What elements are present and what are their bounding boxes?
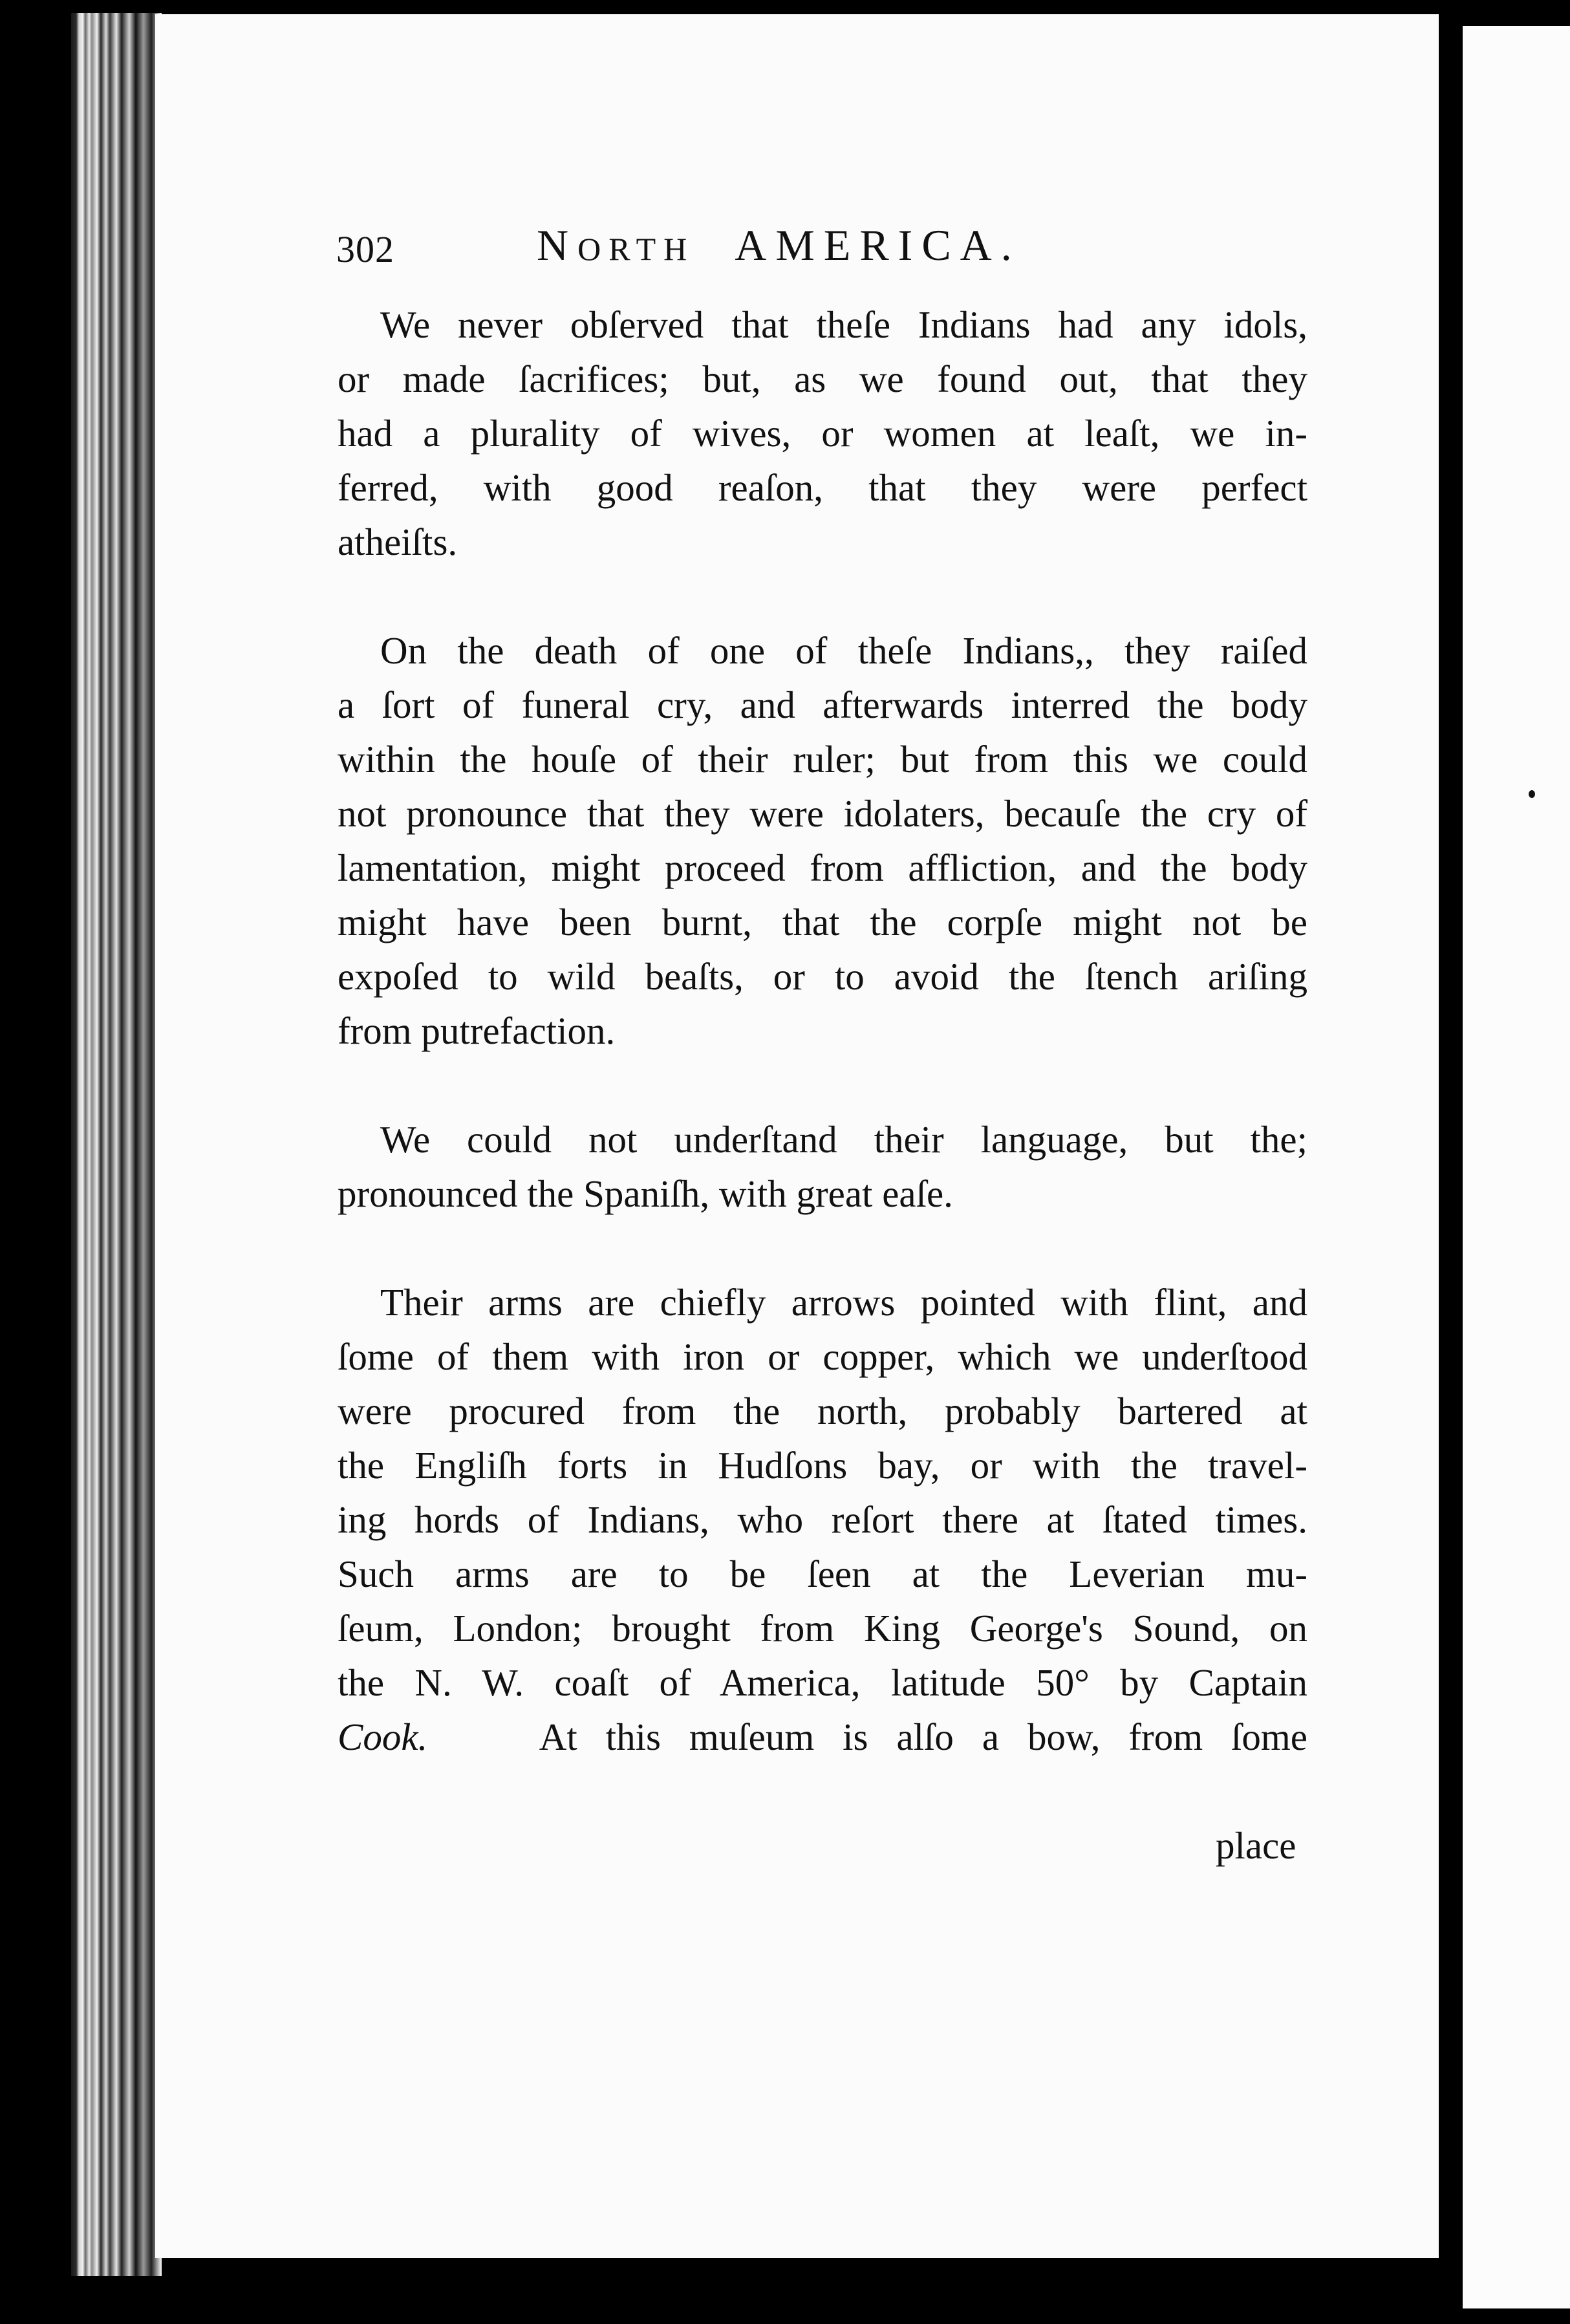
- book-page-edges: [71, 13, 162, 2276]
- page-number: 302: [336, 228, 394, 270]
- text-line: expoſed to wild beaſts, or to avoid the ſtench ariſing: [338, 955, 1307, 998]
- paragraph-4: [338, 1275, 1307, 1764]
- text-line-rest: At this muſeum is alſo a bow, from ſome: [539, 1716, 1307, 1758]
- page-header: [336, 220, 1306, 278]
- running-title-initial: N: [537, 221, 578, 270]
- text-line: lamentation, might proceed from affliction, and the body: [338, 846, 1307, 889]
- text-line: We could not underſtand their language, but the;: [380, 1118, 1307, 1161]
- paragraph-3: [338, 1112, 1307, 1221]
- text-line: atheiſts.: [338, 521, 458, 563]
- facing-page-edge: [1463, 26, 1570, 2308]
- running-title-main: AMERICA.: [735, 221, 1021, 270]
- text-line: not pronounce that they were idolaters, becauſe the cry of: [338, 792, 1307, 835]
- text-line: We never obſerved that theſe Indians had any idols,: [380, 303, 1307, 346]
- text-line: Such arms are to be ſeen at the Leverian mu-: [338, 1553, 1307, 1595]
- text-line: ſome of them with iron or copper, which we underſtood: [338, 1335, 1307, 1378]
- text-line: ing hords of Indians, who reſort there at ſtated times.: [338, 1498, 1307, 1541]
- text-line: might have been burnt, that the corpſe might not be: [338, 901, 1307, 943]
- ink-speck: [1529, 790, 1535, 798]
- paragraph-2: [338, 623, 1307, 1058]
- text-line: within the houſe of their ruler; but from this we could: [338, 738, 1307, 780]
- text-line: were procured from the north, probably bartered at: [338, 1390, 1307, 1432]
- running-title: [537, 220, 1021, 271]
- text-line: pronounced the Spaniſh, with great eaſe.: [338, 1172, 953, 1215]
- text-line: [338, 1710, 1307, 1764]
- body-text: [338, 297, 1307, 1764]
- text-line: the N. W. coaſt of America, latitude 50° by Captain: [338, 1661, 1307, 1704]
- text-line: from putrefaction.: [338, 1009, 616, 1052]
- running-title-smallcaps: ORTH: [577, 231, 695, 267]
- text-line: or made ſacrifices; but, as we found out, that they: [338, 358, 1307, 400]
- text-line: ferred, with good reaſon, that they were perfect: [338, 466, 1307, 509]
- text-line: had a plurality of wives, or women at leaſt, we in-: [338, 412, 1307, 455]
- paragraph-1: [338, 297, 1307, 569]
- text-line: Their arms are chiefly arrows pointed with flint, and: [380, 1281, 1307, 1324]
- text-line: a ſort of funeral cry, and afterwards interred the body: [338, 683, 1307, 726]
- text-line: On the death of one of theſe Indians,, they raiſed: [380, 629, 1307, 672]
- text-line: the Engliſh forts in Hudſons bay, or with the travel-: [338, 1444, 1307, 1487]
- italic-name: Cook.: [338, 1716, 428, 1758]
- text-line: ſeum, London; brought from King George's Sound, on: [338, 1607, 1307, 1650]
- catchword: place: [1216, 1824, 1296, 1867]
